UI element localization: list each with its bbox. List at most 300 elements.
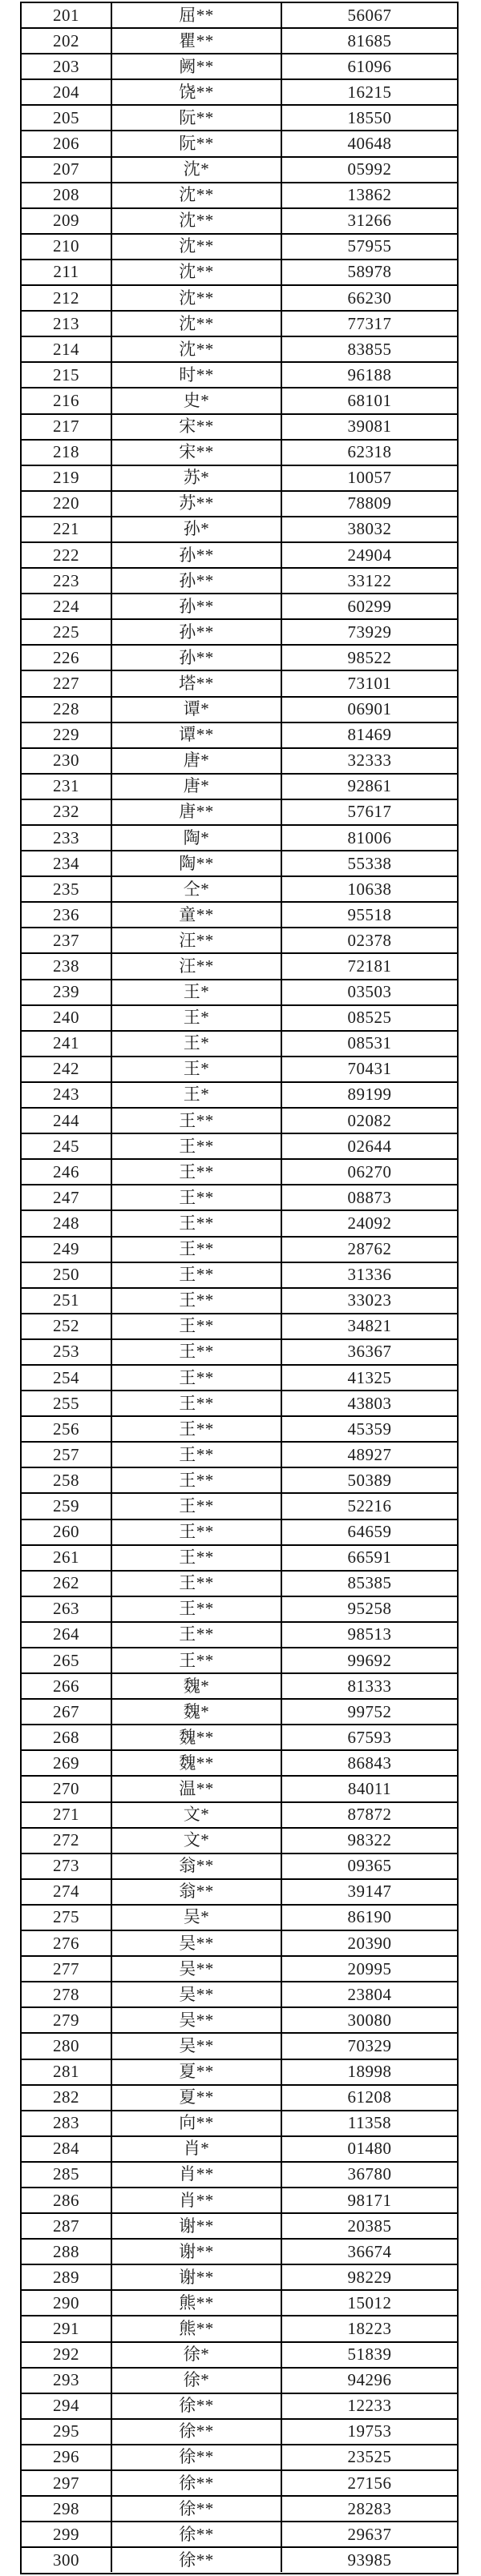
name-cell: 魏*	[111, 1700, 281, 1724]
rank-cell: 211	[53, 262, 79, 282]
name-cell: 王*	[111, 1083, 281, 1107]
code-cell: 60299	[281, 594, 457, 618]
rank-cell: 260	[53, 1522, 79, 1542]
table-row	[22, 2291, 457, 2316]
rank-cell: 280	[53, 2035, 79, 2055]
table-row	[22, 1366, 457, 1391]
table-row	[22, 877, 457, 903]
name-cell: 汪**	[111, 954, 281, 978]
rank-cell: 210	[53, 236, 79, 256]
code-cell: 61208	[281, 2086, 457, 2110]
name-cell: 沈**	[111, 286, 281, 310]
table-row	[22, 2316, 457, 2342]
rank-cell: 236	[53, 904, 79, 924]
rank-cell: 289	[53, 2267, 79, 2287]
rank-cell: 283	[53, 2113, 79, 2133]
name-cell: 王**	[111, 1185, 281, 1210]
table-row	[22, 1725, 457, 1751]
code-cell: 67593	[281, 1725, 457, 1749]
name-cell: 王*	[111, 980, 281, 1004]
code-cell: 19753	[281, 2420, 457, 2444]
rank-cell: 214	[53, 339, 79, 359]
code-cell: 39081	[281, 415, 457, 439]
name-cell: 徐**	[111, 2420, 281, 2444]
name-cell: 宋**	[111, 415, 281, 439]
rank-cell: 205	[53, 107, 79, 127]
table-row	[22, 466, 457, 492]
rank-cell: 270	[53, 1779, 79, 1799]
rank-cell: 247	[53, 1187, 79, 1207]
table-row	[22, 2008, 457, 2034]
code-cell: 33023	[281, 1289, 457, 1313]
rank-cell: 238	[53, 956, 79, 976]
code-cell: 98322	[281, 1829, 457, 1853]
code-cell: 33122	[281, 569, 457, 593]
code-cell: 78809	[281, 492, 457, 516]
table-row	[22, 1777, 457, 1802]
code-cell: 70431	[281, 1057, 457, 1081]
rank-cell: 259	[53, 1495, 79, 1515]
name-cell: 王*	[111, 1006, 281, 1030]
code-cell: 32333	[281, 749, 457, 773]
rank-cell: 201	[53, 5, 79, 25]
code-cell: 36674	[281, 2240, 457, 2264]
name-cell: 翁**	[111, 1854, 281, 1878]
name-cell: 王**	[111, 1289, 281, 1313]
table-row	[22, 2214, 457, 2240]
name-cell: 王**	[111, 1597, 281, 1621]
code-cell: 51839	[281, 2343, 457, 2367]
name-cell: 沈**	[111, 260, 281, 284]
rank-cell: 248	[53, 1213, 79, 1233]
rank-cell: 273	[53, 1856, 79, 1876]
code-cell: 57617	[281, 800, 457, 824]
rank-cell: 219	[53, 468, 79, 488]
table-row	[22, 2034, 457, 2059]
code-cell: 66591	[281, 1546, 457, 1570]
code-cell: 57955	[281, 235, 457, 259]
rank-cell: 216	[53, 390, 79, 410]
name-cell: 文*	[111, 1803, 281, 1827]
code-cell: 18223	[281, 2316, 457, 2341]
table-row	[22, 1957, 457, 1982]
code-cell: 61096	[281, 54, 457, 78]
table-row	[22, 2548, 457, 2572]
rank-cell: 249	[53, 1239, 79, 1259]
rank-cell: 299	[53, 2524, 79, 2544]
rank-cell: 235	[53, 879, 79, 899]
rank-cell: 257	[53, 1444, 79, 1464]
code-cell: 23804	[281, 1982, 457, 2006]
code-cell: 45359	[281, 1417, 457, 1441]
table-row	[22, 594, 457, 620]
rank-cell: 277	[53, 1958, 79, 1978]
code-cell: 62318	[281, 441, 457, 465]
table-row	[22, 2445, 457, 2471]
name-cell: 汪**	[111, 928, 281, 952]
name-cell: 王**	[111, 1366, 281, 1390]
code-cell: 43803	[281, 1391, 457, 1415]
code-cell: 38032	[281, 517, 457, 541]
rank-cell: 261	[53, 1548, 79, 1568]
name-cell: 沈**	[111, 312, 281, 336]
table-row	[22, 543, 457, 569]
name-cell: 魏**	[111, 1725, 281, 1749]
code-cell: 20995	[281, 1957, 457, 1981]
rank-cell: 262	[53, 1573, 79, 1593]
table-row	[22, 671, 457, 697]
code-cell: 18550	[281, 106, 457, 130]
name-cell: 徐**	[111, 2394, 281, 2418]
table-row	[22, 1803, 457, 1829]
code-cell: 98229	[281, 2265, 457, 2289]
name-cell: 王**	[111, 1160, 281, 1184]
rank-cell: 278	[53, 1984, 79, 2004]
name-cell: 唐**	[111, 800, 281, 824]
name-cell: 吴**	[111, 2034, 281, 2058]
table-row	[22, 1340, 457, 1366]
table-row	[22, 1211, 457, 1237]
code-cell: 48927	[281, 1443, 457, 1467]
table-row	[22, 698, 457, 723]
rank-cell: 256	[53, 1419, 79, 1439]
code-cell: 64659	[281, 1520, 457, 1544]
code-cell: 36367	[281, 1340, 457, 1364]
code-cell: 08525	[281, 1006, 457, 1030]
name-cell: 瞿**	[111, 29, 281, 53]
name-cell: 王**	[111, 1417, 281, 1441]
code-cell: 41325	[281, 1366, 457, 1390]
code-cell: 55338	[281, 851, 457, 875]
data-table	[20, 2, 459, 2574]
name-cell: 沈**	[111, 183, 281, 207]
name-cell: 谭**	[111, 723, 281, 747]
rank-cell: 287	[53, 2216, 79, 2236]
name-cell: 沈**	[111, 209, 281, 233]
code-cell: 28762	[281, 1238, 457, 1262]
rank-cell: 202	[53, 30, 79, 50]
name-cell: 向**	[111, 2111, 281, 2135]
table-row	[22, 1057, 457, 1083]
code-cell: 30080	[281, 2008, 457, 2032]
table-row	[22, 620, 457, 646]
name-cell: 夏**	[111, 2060, 281, 2084]
table-row	[22, 106, 457, 131]
code-cell: 18998	[281, 2060, 457, 2084]
code-cell: 95518	[281, 903, 457, 927]
name-cell: 徐**	[111, 2471, 281, 2495]
name-cell: 孙**	[111, 646, 281, 670]
rank-cell: 290	[53, 2292, 79, 2312]
code-cell: 09365	[281, 1854, 457, 1878]
rank-cell: 206	[53, 134, 79, 154]
rank-cell: 213	[53, 313, 79, 333]
name-cell: 肖*	[111, 2137, 281, 2161]
table-row	[22, 235, 457, 260]
rank-cell: 272	[53, 1830, 79, 1850]
code-cell: 23525	[281, 2445, 457, 2469]
name-cell: 时**	[111, 363, 281, 387]
table-row	[22, 1160, 457, 1185]
code-cell: 87872	[281, 1803, 457, 1827]
name-cell: 肖**	[111, 2163, 281, 2187]
name-cell: 阮**	[111, 106, 281, 130]
table-row	[22, 903, 457, 928]
rank-cell: 286	[53, 2190, 79, 2210]
code-cell: 73929	[281, 620, 457, 644]
table-row	[22, 2497, 457, 2522]
code-cell: 13862	[281, 183, 457, 207]
rank-cell: 250	[53, 1265, 79, 1285]
code-cell: 31336	[281, 1263, 457, 1287]
code-cell: 24904	[281, 543, 457, 567]
table-row	[22, 1468, 457, 1494]
code-cell: 86843	[281, 1751, 457, 1775]
table-row	[22, 2394, 457, 2420]
name-cell: 王**	[111, 1134, 281, 1158]
table-row	[22, 2137, 457, 2163]
name-cell: 王**	[111, 1648, 281, 1672]
table-row	[22, 1906, 457, 1931]
name-cell: 魏**	[111, 1751, 281, 1775]
rank-cell: 285	[53, 2164, 79, 2184]
name-cell: 谢**	[111, 2240, 281, 2264]
rank-cell: 288	[53, 2241, 79, 2261]
name-cell: 徐*	[111, 2369, 281, 2393]
table-row	[22, 1597, 457, 1623]
name-cell: 徐**	[111, 2445, 281, 2469]
rank-cell: 255	[53, 1393, 79, 1413]
table-row	[22, 209, 457, 235]
table-row	[22, 2471, 457, 2497]
rank-cell: 266	[53, 1676, 79, 1696]
table-row	[22, 492, 457, 517]
code-cell: 29637	[281, 2522, 457, 2546]
name-cell: 王**	[111, 1572, 281, 1596]
name-cell: 王**	[111, 1468, 281, 1492]
rank-cell: 232	[53, 802, 79, 822]
rank-cell: 231	[53, 776, 79, 796]
name-cell: 徐**	[111, 2497, 281, 2521]
code-cell: 02378	[281, 928, 457, 952]
table-row	[22, 183, 457, 209]
name-cell: 苏*	[111, 466, 281, 490]
rank-cell: 295	[53, 2421, 79, 2441]
rank-cell: 251	[53, 1290, 79, 1310]
code-cell: 81333	[281, 1674, 457, 1698]
rank-cell: 234	[53, 853, 79, 873]
table-row	[22, 1238, 457, 1263]
table-row	[22, 312, 457, 337]
table-row	[22, 1443, 457, 1468]
table-row	[22, 2188, 457, 2214]
rank-cell: 300	[53, 2550, 79, 2570]
code-cell: 68101	[281, 388, 457, 413]
rank-cell: 227	[53, 673, 79, 693]
rank-cell: 203	[53, 56, 79, 76]
code-cell: 98513	[281, 1623, 457, 1647]
rank-cell: 222	[53, 545, 79, 565]
rank-cell: 240	[53, 1008, 79, 1028]
table-row	[22, 286, 457, 312]
table-row	[22, 749, 457, 775]
code-cell: 81006	[281, 826, 457, 850]
rank-cell: 221	[53, 519, 79, 539]
rank-cell: 268	[53, 1727, 79, 1747]
name-cell: 饶**	[111, 80, 281, 104]
name-cell: 吴**	[111, 2008, 281, 2032]
table-row	[22, 2086, 457, 2111]
name-cell: 翁**	[111, 1880, 281, 1904]
name-cell: 陶**	[111, 851, 281, 875]
code-cell: 66230	[281, 286, 457, 310]
rank-cell: 258	[53, 1470, 79, 1490]
table-row	[22, 928, 457, 954]
table-row	[22, 337, 457, 363]
name-cell: 王**	[111, 1520, 281, 1544]
name-cell: 魏*	[111, 1674, 281, 1698]
table-row	[22, 1417, 457, 1443]
name-cell: 苏**	[111, 492, 281, 516]
name-cell: 王**	[111, 1623, 281, 1647]
rank-cell: 296	[53, 2447, 79, 2467]
table-row	[22, 80, 457, 106]
name-cell: 徐**	[111, 2548, 281, 2572]
code-cell: 02644	[281, 1134, 457, 1158]
rank-cell: 284	[53, 2139, 79, 2159]
name-cell: 吴**	[111, 1957, 281, 1981]
code-cell: 72181	[281, 954, 457, 978]
rank-cell: 274	[53, 1882, 79, 1902]
name-cell: 谢**	[111, 2214, 281, 2238]
name-cell: 陶*	[111, 826, 281, 850]
code-cell: 84011	[281, 1777, 457, 1801]
rank-cell: 208	[53, 185, 79, 205]
code-cell: 05992	[281, 158, 457, 182]
table-row	[22, 569, 457, 594]
code-cell: 81469	[281, 723, 457, 747]
table-row	[22, 131, 457, 157]
code-cell: 12233	[281, 2394, 457, 2418]
rank-cell: 271	[53, 1805, 79, 1825]
table-row	[22, 2369, 457, 2394]
rank-cell: 279	[53, 2010, 79, 2030]
code-cell: 89199	[281, 1083, 457, 1107]
name-cell: 阙**	[111, 54, 281, 78]
code-cell: 08873	[281, 1185, 457, 1210]
table-row	[22, 441, 457, 466]
name-cell: 熊**	[111, 2291, 281, 2315]
table-row	[22, 1572, 457, 1597]
name-cell: 王**	[111, 1443, 281, 1467]
name-cell: 吴*	[111, 1906, 281, 1930]
name-cell: 吴**	[111, 1982, 281, 2006]
name-cell: 孙*	[111, 517, 281, 541]
code-cell: 15012	[281, 2291, 457, 2315]
name-cell: 王**	[111, 1238, 281, 1262]
table-row	[22, 517, 457, 543]
table-row	[22, 1289, 457, 1314]
name-cell: 王*	[111, 1057, 281, 1081]
name-cell: 宋**	[111, 441, 281, 465]
table-row	[22, 2343, 457, 2369]
name-cell: 夏**	[111, 2086, 281, 2110]
table-row	[22, 1083, 457, 1109]
rank-cell: 228	[53, 699, 79, 719]
table-row	[22, 1648, 457, 1674]
table-row	[22, 1494, 457, 1519]
name-cell: 阮**	[111, 131, 281, 155]
name-cell: 沈*	[111, 158, 281, 182]
rank-cell: 265	[53, 1650, 79, 1670]
rank-cell: 225	[53, 622, 79, 642]
code-cell: 98522	[281, 646, 457, 670]
rank-cell: 243	[53, 1085, 79, 1105]
rank-cell: 217	[53, 417, 79, 437]
rank-cell: 239	[53, 982, 79, 1002]
name-cell: 沈**	[111, 337, 281, 361]
name-cell: 孙**	[111, 543, 281, 567]
name-cell: 王*	[111, 1032, 281, 1056]
table-row	[22, 1751, 457, 1777]
rank-cell: 244	[53, 1110, 79, 1130]
table-row	[22, 1520, 457, 1546]
table-row	[22, 1854, 457, 1880]
rank-cell: 297	[53, 2473, 79, 2493]
rank-cell: 223	[53, 570, 79, 590]
table-row	[22, 826, 457, 851]
code-cell: 16215	[281, 80, 457, 104]
rank-cell: 233	[53, 827, 79, 847]
table-row	[22, 646, 457, 671]
table-row	[22, 723, 457, 749]
code-cell: 56067	[281, 3, 457, 27]
code-cell: 34821	[281, 1314, 457, 1338]
name-cell: 王**	[111, 1109, 281, 1133]
rank-cell: 263	[53, 1599, 79, 1619]
code-cell: 98171	[281, 2188, 457, 2212]
rank-cell: 293	[53, 2370, 79, 2390]
table-row	[22, 1109, 457, 1134]
rank-cell: 218	[53, 442, 79, 462]
name-cell: 谢**	[111, 2265, 281, 2289]
name-cell: 徐*	[111, 2343, 281, 2367]
code-cell: 92861	[281, 775, 457, 799]
name-cell: 沈**	[111, 235, 281, 259]
code-cell: 52216	[281, 1494, 457, 1518]
rank-cell: 237	[53, 930, 79, 950]
rank-cell: 276	[53, 1933, 79, 1953]
name-cell: 史*	[111, 388, 281, 413]
name-cell: 谭*	[111, 698, 281, 722]
table-row	[22, 2111, 457, 2137]
code-cell: 96188	[281, 363, 457, 387]
rank-cell: 298	[53, 2498, 79, 2518]
table-row	[22, 415, 457, 441]
table-row	[22, 1032, 457, 1057]
rank-cell: 294	[53, 2396, 79, 2416]
table-row	[22, 158, 457, 183]
table-row	[22, 1546, 457, 1572]
name-cell: 屈**	[111, 3, 281, 27]
rank-cell: 204	[53, 82, 79, 102]
table-row	[22, 1263, 457, 1289]
name-cell: 童**	[111, 903, 281, 927]
code-cell: 36780	[281, 2163, 457, 2187]
table-row	[22, 980, 457, 1006]
name-cell: 王**	[111, 1546, 281, 1570]
code-cell: 73101	[281, 671, 457, 695]
